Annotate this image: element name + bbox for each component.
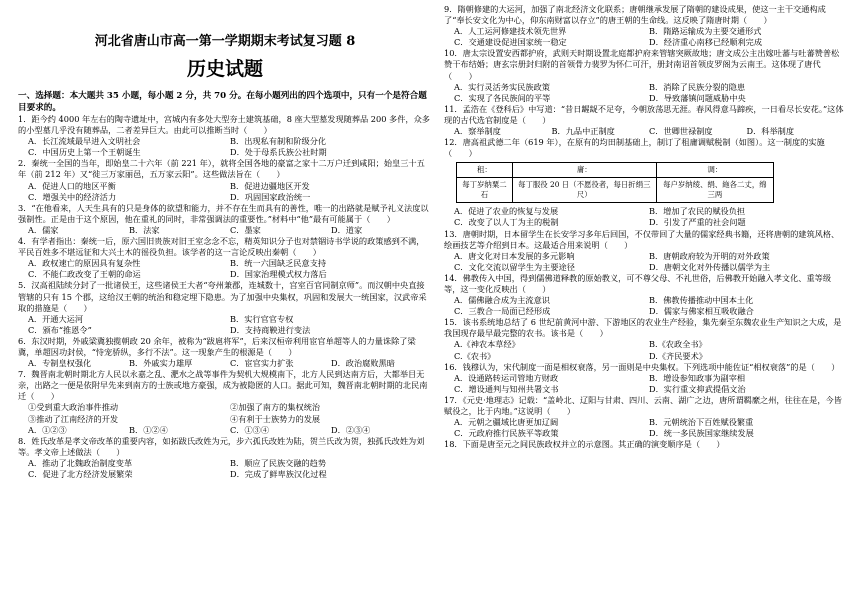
answer-option[interactable]: B．顺应了民族交融的趋势 [230,457,327,468]
question [444,48,844,103]
question-stem: 7．魏晋南北朝时期北方人民以永嘉之乱、淝水之战等事件为契机大规模南下，北方人民到达南方后，大都举目无亲，出路之一便是依附早先来到南方的士族或地方豪强，成为被隐匿的人口。据此可知，魏晋南北朝时期的北民南迁（ ） [18,369,428,402]
answer-option[interactable]: D．导致藩镇问题威胁中央 [649,92,746,103]
answer-option[interactable]: D．政治腐败黑暗 [331,358,395,369]
question [18,336,432,369]
answer-option[interactable]: D．经济重心南移已经顺利完成 [649,37,763,48]
question-stem: 9．隋朝修建的大运河，加强了南北经济文化联系；唐朝继承发展了隋朝的建设成果，使这一主干交通构成了“奉长安文化为中心，仰东南财富以存立”的唐王朝的生命线。这反映了隋唐时期（ ） [444,4,826,26]
question [444,137,844,159]
question-stem: 12．唐高祖武德二年（619 年），在原有的均田制基础上，制订了租庸调赋税制（如图）。这一制度的实施（ ） [444,137,825,159]
answer-option[interactable]: D．完成了鲜卑族汉化过程 [230,469,327,479]
answer-option[interactable]: D．唐朝文化对外传播以儒学为主 [649,261,771,272]
question-stem: 1．距今约 4000 年左右的陶寺遗址中，宫城内有多处大型夯土建筑基础，8 座大型墓发现随葬品 200 多件，众多的小型墓几乎没有随葬品，二者差异巨大。由此可以推断当时（ ） [18,114,430,136]
option-group [18,358,432,369]
answer-option[interactable]: A．专制皇权强化 [28,358,92,369]
answer-option[interactable]: C．墨家 [230,224,261,235]
option-group [444,339,844,361]
answer-option[interactable]: ②加强了南方的集权统治 [230,402,321,413]
option-group [444,295,844,317]
answer-option[interactable]: B．出现私有制和阶级分化 [230,136,327,147]
question-stem: 14．佛教传入中国，得到儒佛道释教的原始教义，可不尊父母、不礼世俗，后佛教开始融入孝文化、重等级等，这一变化反映出（ ） [444,272,832,294]
answer-option[interactable]: D．处于母系氏族公社时期 [230,147,327,158]
question [444,4,844,48]
answer-option[interactable]: B．①②④ [129,424,168,435]
answer-option[interactable]: D．统一多民族国家继续发展 [649,428,754,439]
question [444,317,844,361]
option-group [18,314,432,336]
answer-option[interactable]: A．人工运河修建技术领先世界 [454,26,567,37]
left-column [18,0,432,480]
tax-table [456,162,774,203]
answer-option[interactable]: D．道家 [331,224,363,235]
answer-option[interactable]: D．科举制度 [746,126,795,137]
question [18,280,432,335]
question [444,229,844,273]
table-header-cell: 庸： [512,163,656,178]
exam-title: 河北省唐山市高一第一学期期末考试复习题 8 [94,34,356,49]
answer-option[interactable]: A．开通大运河 [28,313,84,324]
answer-option[interactable]: B．增加了农民的赋役负担 [649,206,746,217]
answer-option[interactable]: A．察举制度 [454,126,501,137]
answer-option[interactable]: ①受到重大政治事件推动 [28,402,119,413]
table-header-cell: 调： [656,163,773,178]
answer-option[interactable]: C．中国历史上第一个王朝诞生 [28,147,141,158]
question [18,436,432,480]
question [444,206,844,228]
answer-option[interactable]: C．改变了以人丁为主的税制 [454,217,559,228]
option-group [444,251,844,273]
answer-option[interactable]: B．增设参知政事为副宰相 [649,372,746,383]
question [444,273,844,317]
answer-option[interactable]: B．隋路运输成为主要交通形式 [649,26,762,37]
option-group [444,417,844,439]
answer-option[interactable]: D．巩固国家政治统一 [230,191,311,202]
answer-option[interactable]: C．促进了北方经济发展繁荣 [28,469,133,479]
left-question-list [18,114,432,480]
answer-option[interactable]: B．九品中正制度 [551,126,615,137]
answer-option[interactable]: D．国家治理模式权力落后 [230,269,327,280]
answer-option[interactable]: D．儒家与佛家相互吸收融合 [649,306,754,317]
question [18,369,432,424]
answer-option[interactable]: C．三教合一局面已经形成 [454,306,551,317]
answer-option[interactable]: C.《农书》 [454,350,496,361]
option-group [444,373,844,395]
option-group [18,458,432,480]
answer-option[interactable]: B．促进边疆地区开发 [230,180,310,191]
answer-option[interactable]: A．长江流域最早进入文明社会 [28,136,141,147]
answer-option[interactable]: B．统一六国缺乏民意支持 [230,258,327,269]
answer-option[interactable]: C．文化交流以留学生为主要途径 [454,261,575,272]
option-group [444,26,844,48]
answer-option[interactable]: C．交通建设促进国家统一稳定 [454,37,567,48]
question [444,362,844,395]
answer-option[interactable]: D.《齐民要术》 [649,350,707,361]
answer-option[interactable]: A．儒佛融合成为主流意识 [454,295,550,306]
answer-option[interactable]: C．增设通判与知州共署文书 [454,383,559,394]
question [18,236,432,280]
answer-option[interactable]: D．实行重文抑武提倡文治 [649,383,746,394]
answer-option[interactable]: A．政权速亡的原因具有复杂性 [28,258,141,269]
option-group [18,225,432,236]
question-stem: 17．《元史·地理志》记载：“盖岭北、辽阳与甘肃、四川、云南、湖广之边，唐所谓羁縻之州，往往在是，今皆赋役之，比于内地。”这说明（ ） [444,394,842,416]
table-cell: 每丁岁纳粟二石 [457,178,513,203]
answer-option[interactable]: A．设通路转运司管地方财政 [454,372,559,383]
answer-option[interactable]: C．宦官实力扩张 [230,358,294,369]
answer-option[interactable]: C．实现了各民族间的平等 [454,92,551,103]
right-column [444,0,844,450]
option-group [18,136,432,158]
answer-option[interactable]: A．儒家 [28,224,59,235]
question-stem: 10．唐太宗设置安西都护府，武则天时期设置北庭都护府来管辖突厥故地；唐文成公主出嫁吐蕃与吐蕃赞普松赞干布结婚；唐玄宗册封归附的首领骨力裴罗为怀仁可汗，册封南诏首领皮罗阁为云南王。这体现了唐代（ ） [444,48,840,81]
answer-option[interactable]: ④有利于士族势力的发展 [230,413,321,424]
answer-option[interactable]: C．①③④ [230,424,270,435]
option-group [18,181,432,203]
question-stem: 13．唐朝时期，日本留学生在长安学习多年后回国，不仅带回了大量的儒家经典书籍，还将唐朝的建筑风格、绘画技艺等介绍到日本。这最适合用来说明（ ） [444,228,840,250]
right-question-list-b [444,206,844,450]
question [444,439,844,450]
option-group [18,425,432,436]
question [18,114,432,158]
option-group [18,402,432,424]
right-question-list-a [444,4,844,159]
table-cell: 每户岁纳绫、绢、絁各二丈，绵三两 [656,178,773,203]
answer-option[interactable]: D．支持商鞅进行变法 [230,324,311,335]
answer-option[interactable]: A．实行灵活务实民族政策 [454,81,550,92]
answer-option[interactable]: B．佛教传播推动中国本土化 [649,295,754,306]
question-stem: 6．东汉时期，外戚梁冀独揽朝政 20 余年，被称为“跋扈将军”，后来汉桓帝利用宦官单超等人的力量诛除了梁冀，单超因功封侯，“恃宠骄纵，多行不法”。这一现象产生的根源是（ ） [18,335,416,357]
answer-option[interactable]: A．促进了农业的恢复与发展 [454,206,559,217]
answer-option[interactable]: B．唐朝政府较为开明的对外政策 [649,250,770,261]
question [18,203,432,236]
question-stem: 15．该书系统地总结了 6 世纪前黄河中游、下游地区的农业生产经验，集先秦至东魏农业生产知识之大成，是我国现存最早最完整的农书。该书是（ ） [444,317,842,339]
question-stem: 8．姓氏改革是孝文帝改革的重要内容，如拓跋氏改姓为元，步六孤氏改姓为陆，贺兰氏改为贺，独孤氏改姓为刘等。孝文帝上述做法（ ） [18,435,425,457]
option-group [444,126,844,137]
question [444,395,844,439]
answer-option[interactable]: A．促进人口的地区平衡 [28,180,116,191]
answer-option[interactable]: C．颁布“推恩令” [28,324,92,335]
answer-option[interactable]: D．②③④ [331,424,371,435]
answer-option[interactable]: D．引发了严重的社会问题 [649,217,746,228]
answer-option[interactable]: A．元朝之疆域比唐更加辽阔 [454,417,559,428]
question [444,104,844,137]
option-group [444,206,844,228]
answer-option[interactable]: A.《神农本草经》 [454,339,520,350]
answer-option[interactable]: B.《农政全书》 [649,339,707,350]
answer-option[interactable]: B．外戚实力雄厚 [129,358,193,369]
answer-option[interactable]: C．世卿世禄制度 [649,126,713,137]
answer-option[interactable]: ③推动了江南经济的开发 [28,413,119,424]
section-heading: 一、选择题：本大题共 35 小题，每小题 2 分，共 70 分。在每小题列出的四个选项中，只有一个是符合题目要求的。 [18,91,427,113]
option-group [444,82,844,104]
answer-option[interactable]: A．推动了北魏政治制度变革 [28,457,133,468]
answer-option[interactable]: B．元朝统治下百姓赋役繁重 [649,417,754,428]
answer-option[interactable]: C．不能仁政改变了王朝的命运 [28,269,141,280]
question-stem: 16．钱穆认为，宋代制度一面是相权衰落，另一面则是中央集权。下列选项中能佐证“相权衰落”的是（ ） [444,361,840,372]
answer-option[interactable]: C．元政府推行民族平等政策 [454,428,559,439]
question-stem: 4．有学者指出：秦统一后，原六国旧贵族对旧王室念念不忘，精英知识分子也对禁锢诗书学说的政策感到不满，平民百姓多不堪远征和大兴土木的徭役负担。该学者的这一言论反映出秦朝（ ） [18,236,425,258]
answer-option[interactable]: B．消除了民族分裂的隐患 [649,81,746,92]
question-stem: 11．孟浩在《登科后》中写道：“昔日龌龊不足夸，今朝放荡思无涯。春风得意马蹄疾，一日看尽长安花。”这体现的古代选官制度是（ ） [444,103,844,125]
option-group [18,258,432,280]
table-cell: 每丁服役 20 日（不愿役者，每日折绢三尺） [512,178,656,203]
question-stem: 18．下面是唐至元之间民族政权并立的示意图。其正确的演变顺序是（ ） [444,439,725,450]
answer-option[interactable]: C．增强关中的经济活力 [28,191,117,202]
question [18,158,432,202]
answer-option[interactable]: A．唐文化对日本发展的多元影响 [454,250,575,261]
question-stem: 2．秦统一全国的当年，即始皇二十六年（前 221 年），就将全国各地的豪富之家十二万户迁到咸阳；始皇三十五年（前 212 年）又“徙三万家丽邑，五万家云阳”。这些做法旨在（ ） [18,158,425,180]
question [18,425,432,436]
answer-option[interactable]: B．实行官官专权 [230,313,294,324]
question-stem: 3．“在他看来，人天生具有的只是身体的欲望和能力，并不存在生而具有的善性，唯一的出路就是赋予礼义法度以强制性。正是由于这个原因，他在重礼的同时，非常强调法的重要性。”材料中“他”最有可能属于（ ） [18,202,429,224]
subject-title: 历史试题 [186,58,263,80]
question-stem: 5．汉高祖陆续分封了一批诸侯王，这些诸侯王大者“夸州兼郡，连城数十，宫室百官同制京师”。而汉朝中央直接管辖的只有 15 个郡，这给汉王朝的统治和稳定埋下隐患。为了加强中央集权，巩固和发展大一统国家，汉武帝采取的措施是（ ） [18,280,427,313]
table-header-cell: 租： [457,163,513,178]
answer-option[interactable]: A．①②③ [28,424,67,435]
answer-option[interactable]: B．法家 [129,224,160,235]
